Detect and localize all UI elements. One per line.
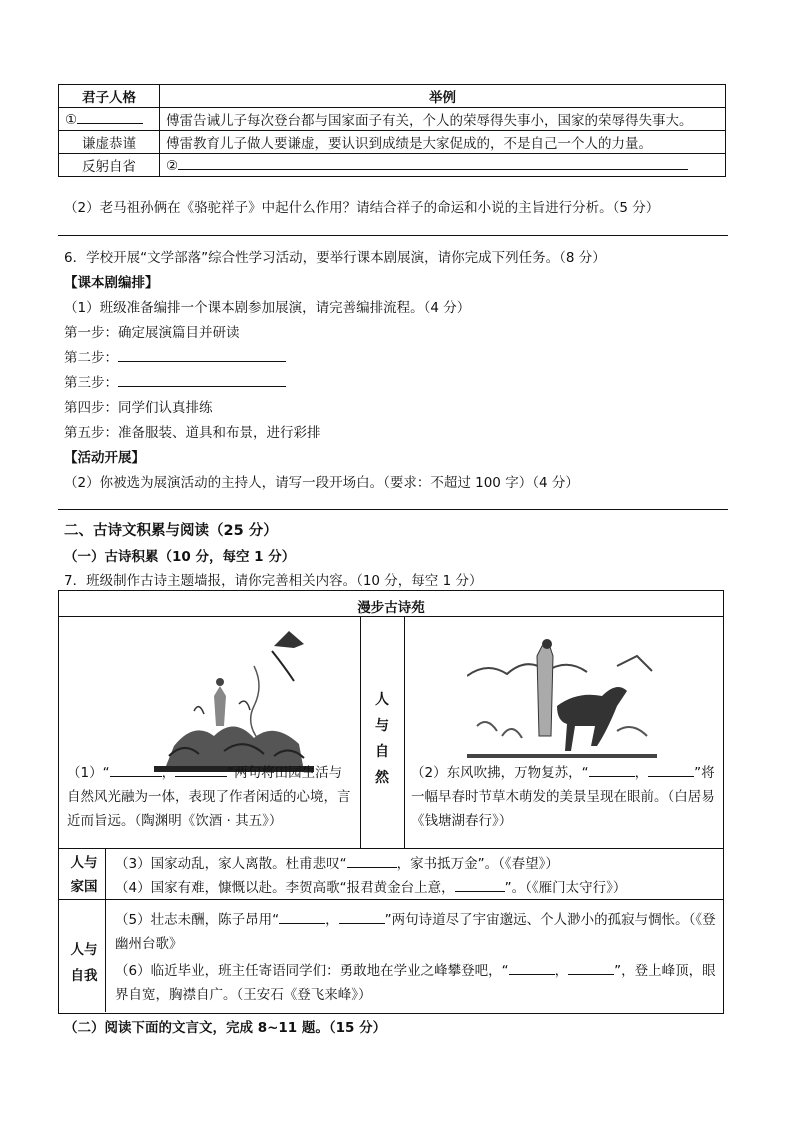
table-cell: 谦虚恭谨 [59,131,160,154]
divider [59,848,723,849]
divider [105,848,106,1012]
theme-label-nature: 人 与 自 然 [375,692,389,786]
table-row [59,108,726,131]
answer-blank[interactable] [77,111,143,124]
divider [59,899,723,900]
answer-blank[interactable] [589,764,635,777]
answer-blank[interactable] [568,962,614,975]
poetry-board [58,590,724,1014]
pastoral-illustration [154,626,314,776]
table-cell: 傅雷告诫儿子每次登台都与国家面子有关，个人的荣辱得失事小，国家的荣辱得失事大。 [160,108,726,131]
answer-blank[interactable] [175,764,227,777]
answer-blank[interactable] [110,764,162,777]
answer-blank[interactable] [648,764,694,777]
answer-line[interactable] [58,235,728,236]
answer-blank[interactable] [339,911,385,924]
part-title: 二、古诗文积累与阅读（25 分） [64,523,278,539]
board-title: 漫步古诗苑 [357,600,425,616]
question-6-intro: 6．学校开展“文学部落”综合性学习活动，要举行课本剧展演，请你完成下列任务。（8 分） [64,250,606,266]
self-line-6: （6）临近毕业，班主任寄语同学们：勇敢地在学业之峰攀登吧，“ ， ”，登上峰顶，眼界自宽，胸襟自广。（王安石《登飞来峰》） [115,963,716,1003]
answer-blank[interactable] [455,879,505,892]
nature-left-text: （1）“ ， ”两句将田园生活与自然风光融为一体，表现了作者闲适的心境，言近而旨远。（陶渊明《饮酒 · 其五》） [67,765,351,829]
answer-blank[interactable] [279,911,325,924]
answer-blank[interactable] [118,374,286,387]
table-cell: ② [160,154,726,177]
question-7: 7．班级制作古诗主题墙报，请你完善相关内容。（10 分，每空 1 分） [64,573,483,589]
subsection-title: （一）古诗积累（10 分，每空 1 分） [64,549,296,565]
table-cell: ① [59,108,160,131]
step-3: 第三步： [64,371,286,391]
question-6-1: （1）班级准备编排一个课本剧参加展演，请完善编排流程。（4 分） [64,300,471,316]
divider [360,616,361,848]
table-row [59,154,726,177]
country-line-3: （3）国家动乱，家人离散。杜甫悲叹“ ，家书抵万金”。（《春望》） [115,856,559,872]
answer-blank[interactable] [178,157,688,170]
answer-line[interactable] [58,509,728,510]
country-line-4: （4）国家有难，慷慨以赴。李贺高歌“报君黄金台上意， ”。（《雁门太守行》） [115,880,627,896]
theme-label-country: 人与 家国 [70,855,98,895]
table-header-cell: 举例 [160,85,726,108]
table-cell: 反躬自省 [59,154,160,177]
table-header-cell: 君子人格 [59,85,160,108]
question-5-2: （2）老马祖孙俩在《骆驼祥子》中起什么作用？请结合祥子的命运和小说的主旨进行分析。（5 分） [64,200,660,216]
answer-blank[interactable] [347,855,397,868]
self-line-5: （5）壮志未酬，陈子昂用“ ， ”两句诗道尽了宇宙邈远、个人渺小的孤寂与惆怅。（《登幽州台歌》 [115,912,716,952]
answer-blank[interactable] [509,962,555,975]
spring-horse-illustration [467,636,657,766]
step-5: 第五步：准备服装、道具和布景，进行彩排 [64,425,321,441]
table-row [59,131,726,154]
table-header-row [59,85,726,108]
theme-label-self: 人与 自我 [70,942,98,984]
step-2: 第二步： [64,346,286,366]
step-4: 第四步：同学们认真排练 [64,400,213,416]
divider [404,616,405,848]
divider [59,616,723,617]
section-heading: 【活动开展】 [64,450,145,466]
table-cell: 傅雷教育儿子做人要谦虚，要认识到成绩是大家促成的，不是自己一个人的力量。 [160,131,726,154]
question-6-2: （2）你被选为展演活动的主持人，请写一段开场白。（要求：不超过 100 字）（4 分） [64,475,579,491]
subsection-title: （二）阅读下面的文言文，完成 8~11 题。（15 分） [64,1020,387,1036]
step-1: 第一步：确定展演篇目并研读 [64,325,240,341]
nature-right-text: （2）东风吹拂，万物复苏，“ ， ”将一幅早春时节草木萌发的美景呈现在眼前。（白居易《钱塘湖春行》） [411,765,715,829]
section-heading: 【课本剧编排】 [64,275,159,291]
answer-blank[interactable] [118,349,286,362]
gentleman-table [58,84,726,177]
